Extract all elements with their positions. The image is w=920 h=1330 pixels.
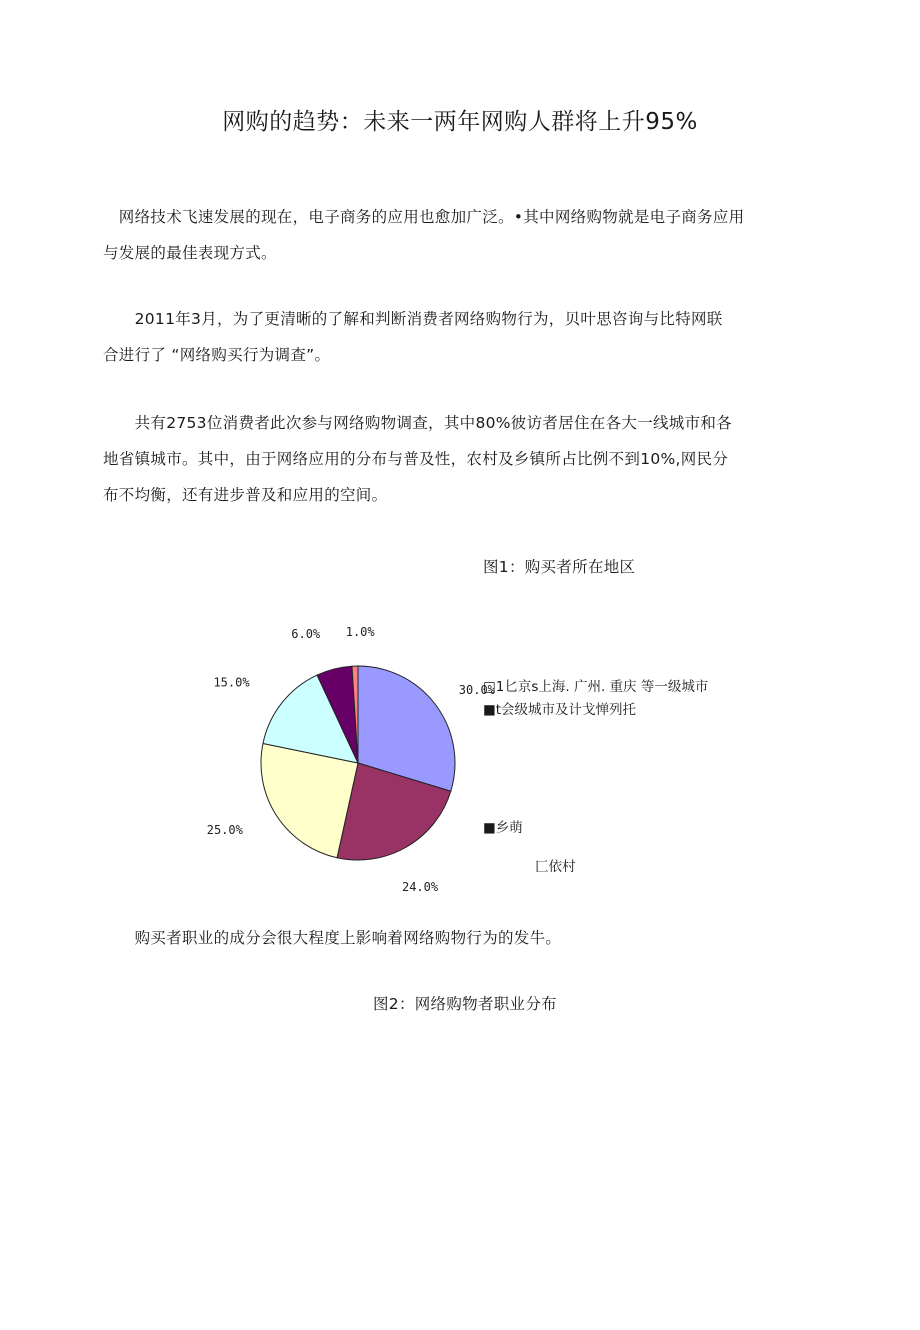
slice-value-label: 30.0% bbox=[458, 682, 495, 697]
legend-item: □1匕京s上海. 广州. 重庆 等一级城市 bbox=[483, 679, 709, 695]
document-title: 网购的趋势：未来一两年网购人群将上升95% bbox=[222, 109, 698, 135]
figure2-caption: 图2：网络购物者职业分布 bbox=[373, 995, 557, 1013]
paragraph-line: 地省镇城市。其中，由于网络应用的分布与普及性，农村及乡镇所占比例不到10%,网民分 bbox=[103, 450, 729, 468]
paragraph-line: 布不均衡，还有进步普及和应用的空间。 bbox=[103, 486, 388, 504]
legend-item: 匚依村 bbox=[535, 859, 576, 875]
slice-value-label: 25.0% bbox=[206, 822, 243, 837]
slice-value-label: 15.0% bbox=[213, 675, 250, 690]
legend-item: ■乡萌 bbox=[483, 820, 523, 836]
pie-chart bbox=[206, 625, 495, 895]
paragraph-line: 共有2753位消费者此次参与网络购物调查，其中80%彼访者居住在各大一线城市和各 bbox=[103, 414, 732, 432]
paragraph-occupation bbox=[103, 920, 803, 956]
slice-value-label: 24.0% bbox=[401, 880, 439, 895]
paragraph-survey bbox=[103, 301, 803, 373]
paragraph-line: 与发展的最佳表现方式。 bbox=[103, 244, 277, 262]
legend-item: ■t会级城市及计戈惮列托 bbox=[483, 702, 637, 718]
paragraph-participants bbox=[103, 405, 803, 513]
paragraph-line: 2011年3月，为了更清晰的了解和判断消费者网络购物行为，贝叶思咨询与比特网联 bbox=[103, 310, 723, 328]
figure1-caption: 图1：购买者所在地区 bbox=[483, 558, 636, 576]
paragraph-line: 购买者职业的成分会很大程度上影响着网络购物行为的发牛。 bbox=[103, 929, 562, 947]
paragraph-intro bbox=[103, 199, 803, 271]
slice-value-label: 6.0% bbox=[291, 626, 321, 641]
paragraph-line: 合进行了 “网络购买行为调查”。 bbox=[103, 346, 331, 364]
slice-value-label: 1.0% bbox=[345, 625, 375, 640]
paragraph-line: 网络技术飞速发展的现在，电子商务的应用也愈加广泛。•其中网络购物就是电子商务应用 bbox=[103, 208, 745, 226]
